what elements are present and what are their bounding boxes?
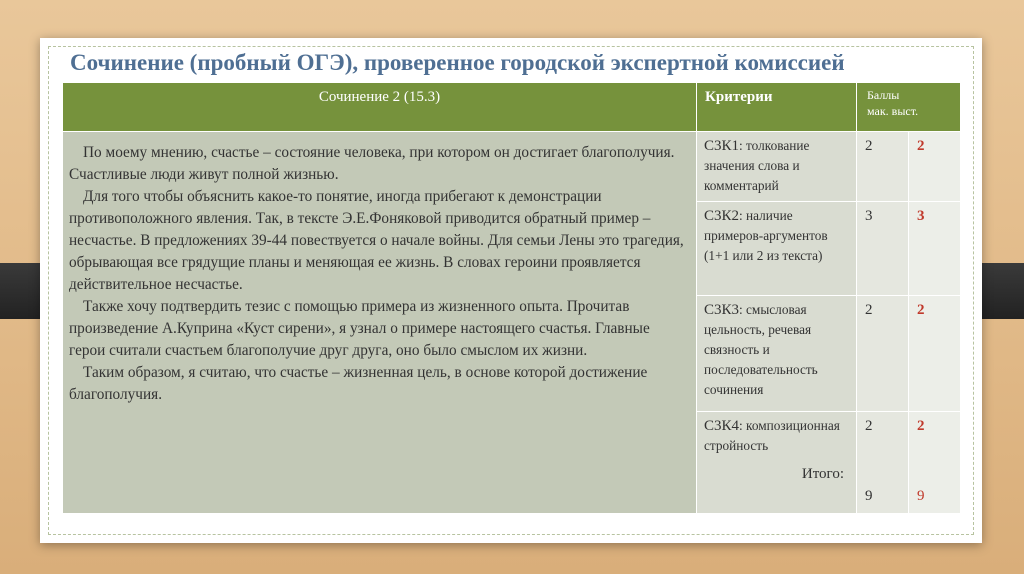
slide-title: Сочинение (пробный ОГЭ), проверенное городской экспертной комиссией xyxy=(70,50,845,75)
total-max: 9 xyxy=(917,488,925,504)
assessment-table xyxy=(62,82,961,514)
criterion-score: 2 xyxy=(857,296,909,412)
criterion-text: : толкование значения слова и комментарий xyxy=(704,138,810,193)
essay-paragraph: Также хочу подтвердить тезис с помощью примера из жизненного опыта. Прочитав произведение А.Куприна «Куст сирени», я узнал о примере настоящего счастья. Главные герои считали счастьем благополучие друг друга, оно было смыслом их жизни. xyxy=(69,298,650,359)
criterion-max-value: 2 xyxy=(917,418,925,434)
criterion-cell xyxy=(697,412,857,514)
criterion-cell xyxy=(697,132,857,202)
total-label: Итого: xyxy=(801,466,844,482)
essay-paragraph: По моему мнению, счастье – состояние человека, при котором он достигает благополучия. Счастливые люди живут полной жизнью. xyxy=(69,144,675,183)
table-header-row xyxy=(63,83,961,132)
criterion-code: С3К1 xyxy=(704,138,740,154)
criterion-max: 2 xyxy=(909,296,961,412)
essay-paragraph: Таким образом, я считаю, что счастье – жизненная цель, в основе которой достижение благополучия. xyxy=(69,364,648,403)
criterion-text: : композиционная стройность xyxy=(704,418,840,453)
criterion-code: С3К4 xyxy=(704,418,740,434)
criterion-score: 3 xyxy=(857,202,909,296)
criterion-cell xyxy=(697,202,857,296)
total-score: 9 xyxy=(865,488,873,504)
essay-text xyxy=(63,132,697,514)
points-header-line2: мак. выст. xyxy=(867,104,919,119)
criterion-max: 2 xyxy=(909,132,961,202)
criterion-cell xyxy=(697,296,857,412)
essay-header: Сочинение 2 (15.3) xyxy=(63,83,697,132)
points-header xyxy=(857,83,961,132)
criterion-text: : смысловая цельность, речевая связность и последовательность сочинения xyxy=(704,302,818,397)
criterion-score-value: 2 xyxy=(865,418,873,434)
points-header-line1: Баллы xyxy=(867,88,900,102)
criterion-score xyxy=(857,412,909,514)
criteria-row-1 xyxy=(63,132,961,202)
essay-paragraph: Для того чтобы объяснить какое-то понятие, иногда прибегают к демонстрации противоположного явления. Так, в тексте Э.Е.Фоняковой приводится обратный пример – несчастье. В предложениях 39-44 повествуется о начале войны. Для семьи Лены это трагедия, обрывающая все грядущие планы и меняющая ее жизнь. В словах героини проявляется действительное несчастье. xyxy=(69,188,684,293)
criterion-code: С3К3 xyxy=(704,302,740,318)
slide xyxy=(40,38,982,543)
criterion-code: С3К2 xyxy=(704,208,740,224)
criterion-text: : наличие примеров-аргументов (1+1 или 2 из текста) xyxy=(704,208,828,263)
criterion-max xyxy=(909,412,961,514)
criterion-score: 2 xyxy=(857,132,909,202)
criteria-header: Критерии xyxy=(697,83,857,132)
criterion-max: 3 xyxy=(909,202,961,296)
